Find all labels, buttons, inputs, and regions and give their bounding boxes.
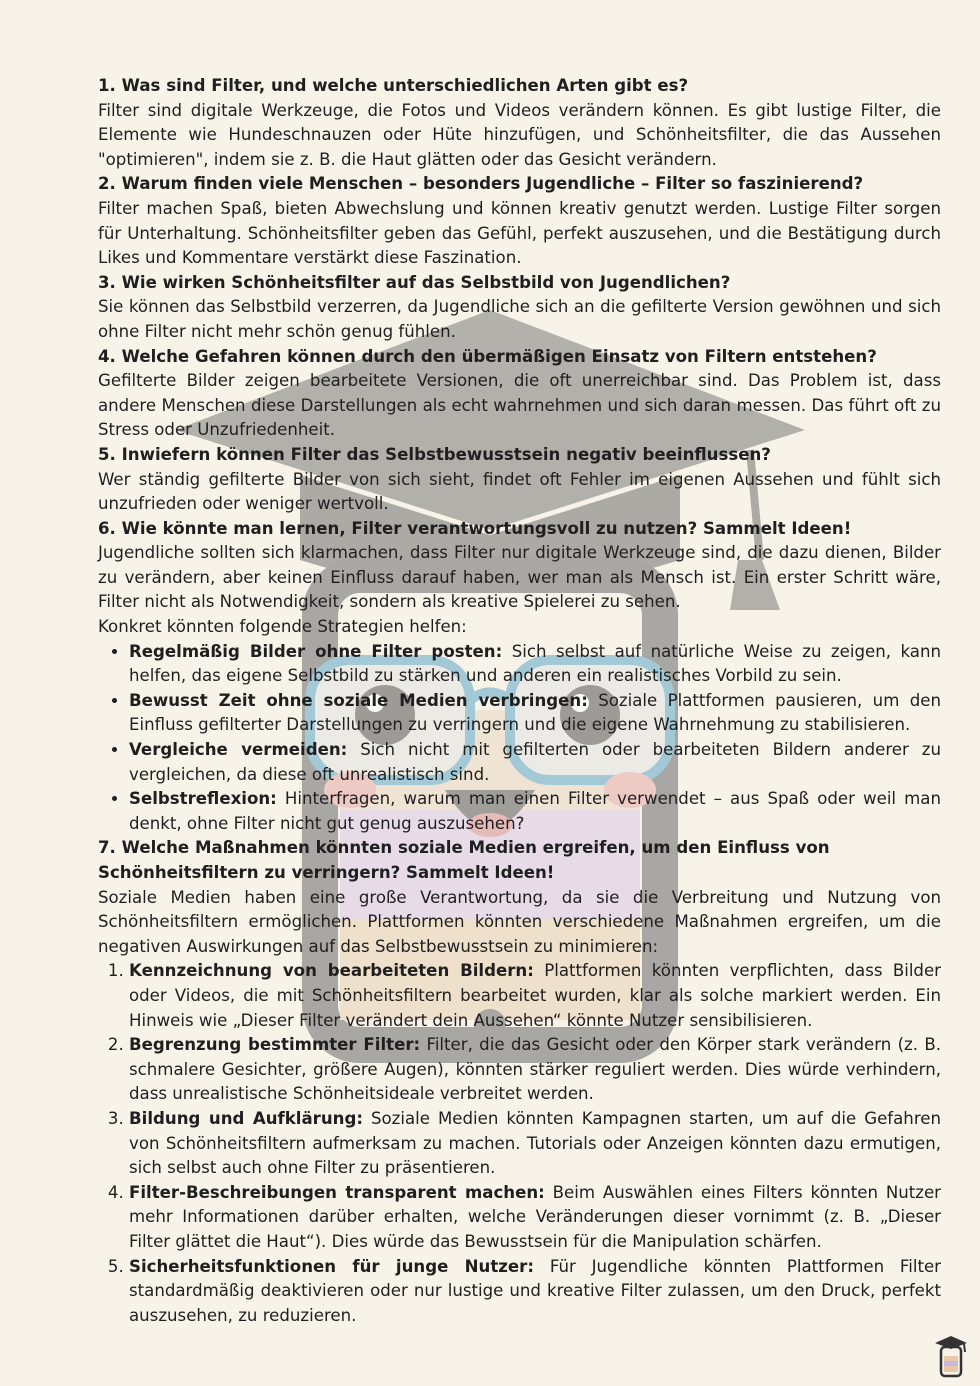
measure-title: Filter-Beschreibungen transparent machen: [129, 1182, 545, 1202]
list-item [129, 1033, 941, 1107]
measure-text: Beim Auswählen eines Filters könnten Nutzer mehr Informationen darüber erhalten, welche Veränderungen dieser vornimmt (z. B. „Dieser Filter glättet die Haut“). Dies würde das Bewusstsein für die Manipulation schärfen. [129, 1182, 941, 1251]
question-heading: 3. Wie wirken Schönheitsfilter auf das Selbstbild von Jugendlichen? [98, 272, 731, 292]
question-heading: 1. Was sind Filter, und welche unterschiedlichen Arten gibt es? [98, 76, 689, 95]
list-item [129, 640, 941, 689]
list-item [129, 689, 941, 738]
question-block-7 [98, 836, 941, 1328]
strategy-title: Bewusst Zeit ohne soziale Medien verbringen: [129, 690, 588, 710]
list-item [129, 1255, 941, 1329]
answer-paragraph: Soziale Medien haben eine große Verantwortung, da sie die Verbreitung und Nutzung von Schönheitsfiltern ermöglichen. Plattformen könnten verschiedene Maßnahmen ergreifen, um die negativen Auswirkungen auf das Selbstbewusstsein zu minimieren: [98, 887, 941, 956]
question-heading: 6. Wie könnte man lernen, Filter verantwortungsvoll zu nutzen? Sammelt Ideen! [98, 518, 852, 538]
strategy-text: Sich selbst auf natürliche Weise zu zeigen, kann helfen, das eigene Selbstbild zu stärken und anderen ein realistisches Vorbild zu sein. [129, 641, 941, 686]
answer-paragraph: Konkret könnten folgende Strategien helfen: [98, 617, 467, 637]
measure-title: Begrenzung bestimmter Filter: [129, 1035, 421, 1055]
measure-title: Kennzeichnung von bearbeiteten Bildern: [129, 961, 534, 981]
question-heading: 4. Welche Gefahren können durch den übermäßigen Einsatz von Filtern entstehen? [98, 346, 877, 366]
strategy-text: Hinterfragen, warum man einen Filter verwendet – aus Spaß oder weil man denkt, ohne Filter nicht gut genug auszusehen? [129, 789, 941, 833]
measure-text: Plattformen könnten verpflichten, dass Bilder oder Videos, die mit Schönheitsfiltern bearbeitet wurden, klar als solche markiert werden. Ein Hinweis wie „Dieser Filter verändert dein Aussehen“ könnte Nutzer sensibilisieren. [129, 961, 942, 1030]
strategy-list [98, 640, 941, 837]
list-item [129, 738, 941, 787]
answer-paragraph: Jugendliche sollten sich klarmachen, dass Filter nur digitale Werkzeuge sind, die dazu dienen, Bilder zu verändern, aber keinen Einfluss darauf haben, wer man als Mensch ist. Ein erster Schritt wäre, Filter nicht als Notwendigkeit, sondern als kreative Spielerei zu sehen. [98, 543, 941, 612]
question-block-1 [98, 74, 941, 172]
answer-paragraph: Wer ständig gefilterte Bilder von sich sieht, findet oft Fehler im eigenen Aussehen und fühlt sich unzufrieden oder weniger wertvoll. [98, 469, 941, 514]
document-body [98, 74, 941, 1328]
strategy-title: Regelmäßig Bilder ohne Filter posten: [129, 641, 503, 661]
measure-title: Sicherheitsfunktionen für junge Nutzer: [129, 1256, 535, 1276]
list-item [129, 1107, 941, 1181]
measure-list [98, 959, 941, 1328]
list-item [129, 1181, 941, 1255]
measure-text: Für Jugendliche könnten Plattformen Filter standardmäßig deaktivieren oder nur lustige und kreative Filter zulassen, um den Druck, perfekt auszusehen, zu reduzieren. [129, 1256, 941, 1325]
logo-icon [934, 1334, 968, 1378]
question-block-5 [98, 443, 941, 517]
list-item [129, 787, 941, 836]
answer-paragraph: Sie können das Selbstbild verzerren, da Jugendliche sich an die gefilterte Version gewöhnen und sich ohne Filter nicht mehr schön genug fühlen. [98, 297, 941, 341]
strategy-text: Sich nicht mit gefilterten oder bearbeiteten Bildern anderer zu vergleichen, da diese oft unrealistisch sind. [129, 740, 942, 784]
answer-paragraph: Gefilterte Bilder zeigen bearbeitete Versionen, die oft unerreichbar sind. Das Problem ist, dass andere Menschen diese Darstellungen als echt wahrnehmen und sich daran messen. Das führt oft zu Stress oder Unzufriedenheit. [98, 371, 941, 440]
question-block-4 [98, 345, 941, 443]
question-block-6 [98, 517, 941, 837]
question-heading: 7. Welche Maßnahmen könnten soziale Medien ergreifen, um den Einfluss von Schönheitsfiltern zu verringern? Sammelt Ideen! [98, 838, 830, 882]
strategy-title: Selbstreflexion: [129, 789, 277, 809]
question-block-3 [98, 271, 941, 345]
question-heading: 5. Inwiefern können Filter das Selbstbewusstsein negativ beeinflussen? [98, 444, 771, 464]
question-block-2 [98, 172, 941, 270]
strategy-title: Vergleiche vermeiden: [129, 740, 348, 760]
question-heading: 2. Warum finden viele Menschen – besonders Jugendliche – Filter so faszinierend? [98, 174, 864, 194]
measure-text: Filter, die das Gesicht oder den Körper stark verändern (z. B. schmalere Gesichter, größere Augen), könnten stärker reguliert werden. Dies würde verhindern, dass unrealistische Schönheitsideale verbreitet werden. [129, 1035, 942, 1104]
answer-paragraph: Filter sind digitale Werkzeuge, die Fotos und Videos verändern können. Es gibt lustige Filter, die Elemente wie Hundeschnauzen oder Hüte hinzufügen, und Schönheitsfilter, die das Aussehen "optimieren", indem sie z. B. die Haut glätten oder das Gesicht verändern. [98, 100, 941, 169]
strategy-text: Soziale Plattformen pausieren, um den Einfluss gefilterter Darstellungen zu verringern und die eigene Wahrnehmung zu stabilisieren. [129, 690, 941, 735]
measure-title: Bildung und Aufklärung: [129, 1108, 363, 1128]
list-item [129, 959, 941, 1033]
measure-text: Soziale Medien könnten Kampagnen starten, um auf die Gefahren von Schönheitsfiltern aufmerksam zu machen. Tutorials oder Anzeigen könnten dazu ermutigen, sich selbst auch ohne Filter zu präsentieren. [129, 1108, 942, 1178]
answer-paragraph: Filter machen Spaß, bieten Abwechslung und können kreativ genutzt werden. Lustige Filter sorgen für Unterhaltung. Schönheitsfilter geben das Gefühl, perfekt auszusehen, und die Bestätigung durch Likes und Kommentare verstärkt diese Faszination. [98, 198, 941, 268]
